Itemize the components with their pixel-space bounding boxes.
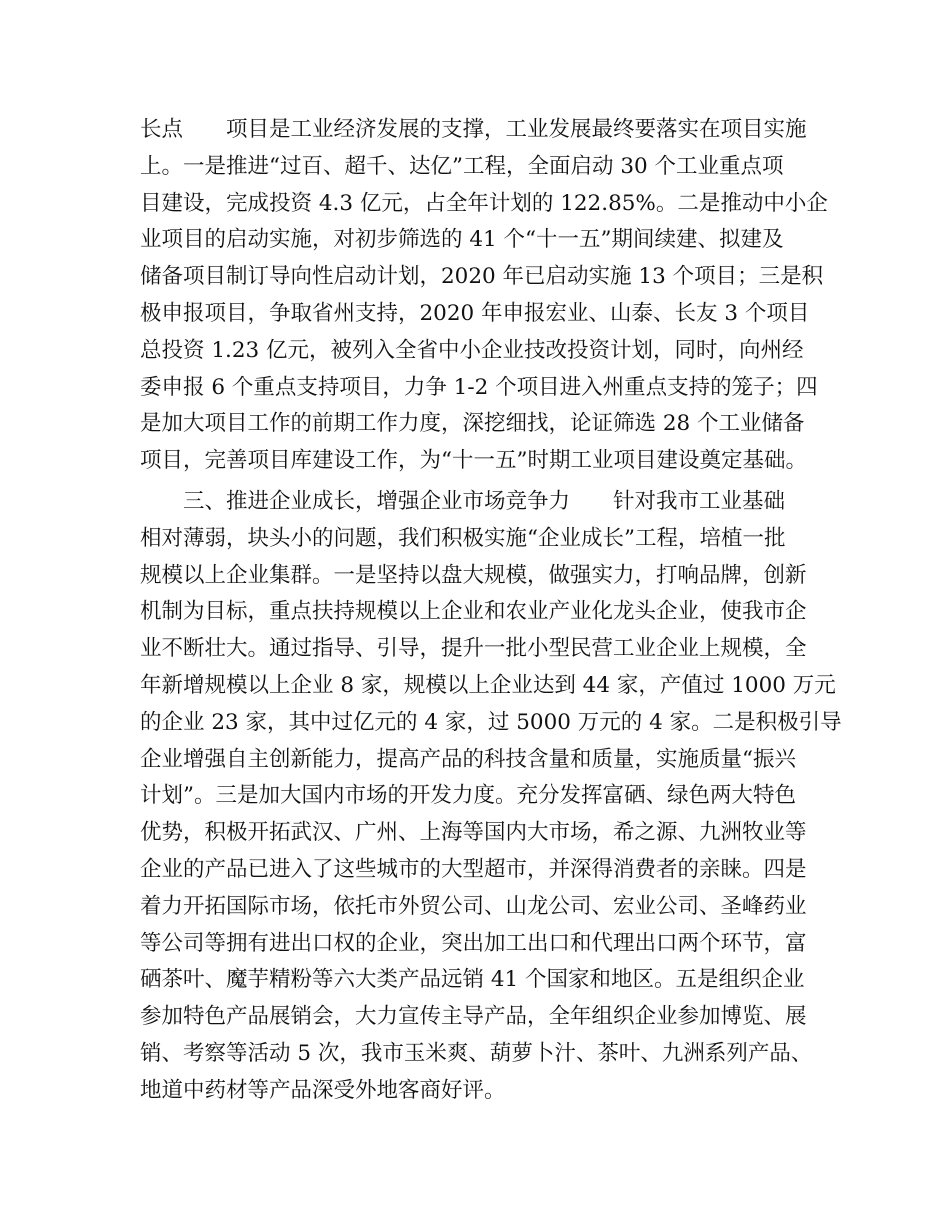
text-line: 销、考察等活动 5 次，我市玉米爽、葫萝卜汁、茶叶、九洲系列产品、 (140, 1040, 813, 1066)
text-line: 业不断壮大。通过指导、引导，提升一批小型民营工业企业上规模，全 (140, 636, 807, 662)
text-line: 机制为目标，重点扶持规模以上企业和农业产业化龙头企业，使我市企 (140, 599, 807, 625)
text-line: 等公司等拥有进出口权的企业，突出加工出口和代理出口两个环节，富 (140, 930, 807, 956)
text-line: 是加大项目工作的前期工作力度，深挖细找，论证筛选 28 个工业储备 (140, 411, 805, 437)
text-line: 上。一是推进“过百、超千、达亿”工程，全面启动 30 个工业重点项 (140, 153, 784, 179)
text-line: 目建设，完成投资 4.3 亿元，占全年计划的 122.85%。二是推动中小企 (140, 190, 828, 216)
text-line: 计划”。三是加大国内市场的开发力度。充分发挥富硒、绿色两大特色 (140, 783, 796, 809)
body-text (140, 112, 840, 1110)
section-heading-line: 三、推进企业成长，增强企业市场竞争力 针对我市工业基础 (140, 488, 786, 514)
text-line: 企业增强自主创新能力，提高产品的科技含量和质量，实施质量“振兴 (140, 746, 796, 772)
text-line: 年新增规模以上企业 8 家，规模以上企业达到 44 家，产值过 1000 万元 (140, 672, 836, 698)
text-line: 优势，积极开拓武汉、广州、上海等国内大市场，希之源、九洲牧业等 (140, 820, 807, 846)
text-line: 参加特色产品展销会，大力宣传主导产品，全年组织企业参加博览、展 (140, 1004, 807, 1030)
text-line: 的企业 23 家，其中过亿元的 4 家，过 5000 万元的 4 家。二是积极引导 (140, 709, 842, 735)
text-line: 长点 项目是工业经济发展的支撑，工业发展最终要落实在项目实施 (140, 117, 807, 142)
text-line: 极申报项目，争取省州支持，2020 年申报宏业、山泰、长友 3 个项目 (140, 300, 810, 326)
text-line: 硒茶叶、魔芋精粉等六大类产品远销 41 个国家和地区。五是组织企业 (140, 967, 805, 993)
text-line: 地道中药材等产品深受外地客商好评。 (140, 1077, 506, 1103)
text-line: 储备项目制订导向性启动计划，2020 年已启动实施 13 个项目；三是积 (140, 264, 824, 290)
text-line: 相对薄弱，块头小的问题，我们积极实施“企业成长”工程，培植一批 (140, 525, 786, 551)
text-line: 规模以上企业集群。一是坚持以盘大规模，做强实力，打响品牌，创新 (140, 562, 807, 588)
text-line: 项目，完善项目库建设工作，为“十一五”时期工业项目建设奠定基础。 (140, 448, 807, 474)
text-line: 业项目的启动实施，对初步筛选的 41 个“十一五”期间续建、拟建及 (140, 227, 784, 253)
text-line: 企业的产品已进入了这些城市的大型超市，并深得消费者的亲睐。四是 (140, 856, 807, 882)
text-line: 总投资 1.23 亿元，被列入全省中小企业技改投资计划，同时，向州经 (140, 337, 804, 363)
text-line: 委申报 6 个重点支持项目，力争 1-2 个项目进入州重点支持的笼子；四 (140, 374, 818, 400)
text-line: 着力开拓国际市场，依托市外贸公司、山龙公司、宏业公司、圣峰药业 (140, 893, 807, 919)
